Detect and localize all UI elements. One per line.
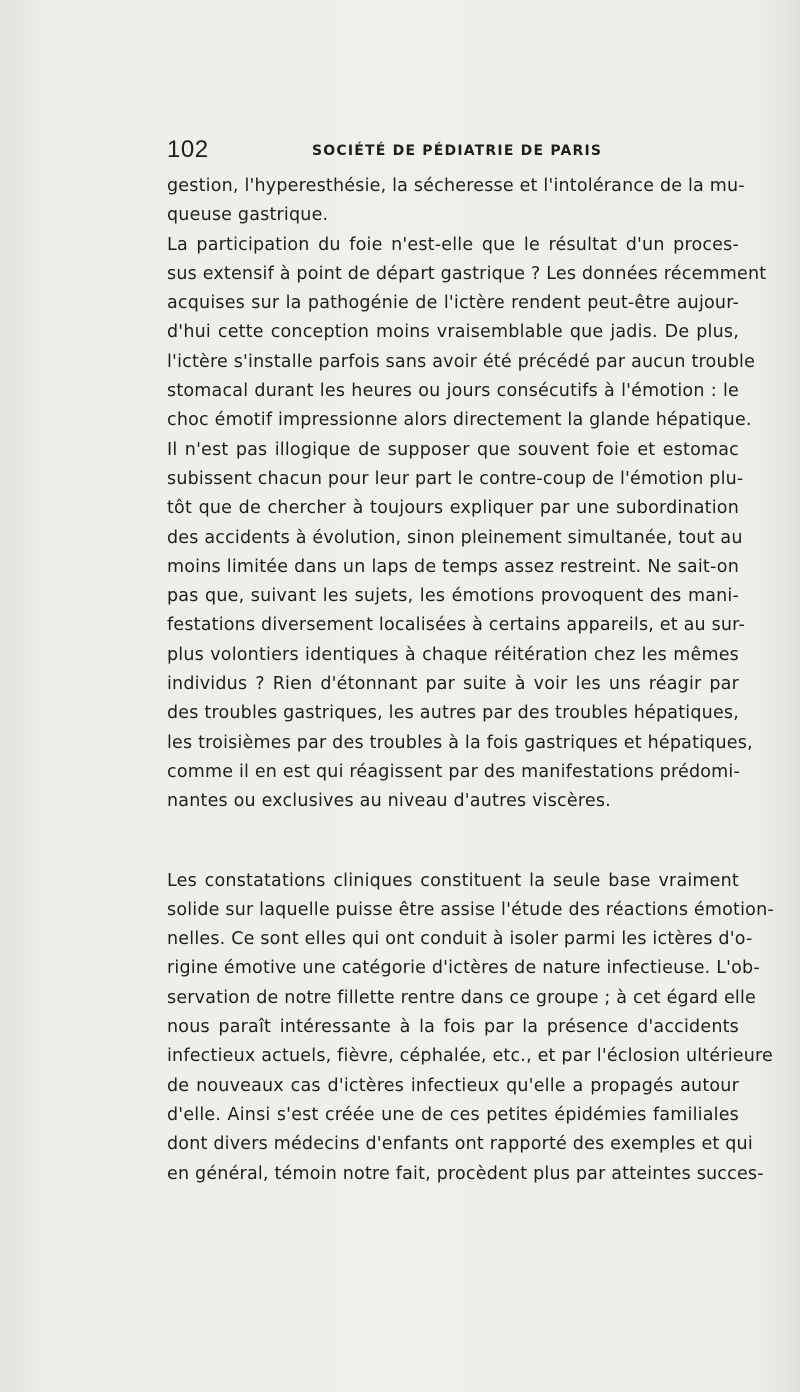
text-line: individus ? Rien d'étonnant par suite à voir les uns réagir par	[167, 674, 739, 695]
text-line: moins limitée dans un laps de temps assez restreint. Ne sait-on	[167, 556, 739, 577]
text-line: pas que, suivant les sujets, les émotions provoquent des mani-	[167, 586, 739, 607]
text-line: tôt que de chercher à toujours expliquer par une subordination	[167, 498, 739, 519]
text-line: solide sur laquelle puisse être assise l'étude des réactions émotion-	[167, 899, 774, 920]
text-line: des troubles gastriques, les autres par des troubles hépatiques,	[167, 703, 739, 724]
text-line: dont divers médecins d'enfants ont rapporté des exemples et qui	[167, 1134, 753, 1155]
text-line: stomacal durant les heures ou jours consécutifs à l'émotion : le	[167, 381, 739, 402]
text-line: d'elle. Ainsi s'est créée une de ces petites épidémies familiales	[167, 1104, 739, 1125]
text-line: d'hui cette conception moins vraisemblable que jadis. De plus,	[167, 322, 739, 343]
text-line: les troisièmes par des troubles à la fois gastriques et hépatiques,	[167, 732, 753, 753]
page-header	[167, 136, 737, 166]
text-line: de nouveaux cas d'ictères infectieux qu'elle a propagés autour	[167, 1075, 739, 1096]
text-line: rigine émotive une catégorie d'ictères de nature infectieuse. L'ob-	[167, 958, 760, 979]
text-line: servation de notre fillette rentre dans ce groupe ; à cet égard elle	[167, 987, 756, 1008]
paragraph-2	[167, 867, 774, 1189]
text-line: comme il en est qui réagissent par des manifestations prédomi-	[167, 761, 741, 782]
text-line: La participation du foie n'est-elle que le résultat d'un proces-	[167, 234, 739, 255]
page-number: 102	[167, 136, 209, 163]
text-line: Les constatations cliniques constituent la seule base vraiment	[167, 870, 739, 891]
text-line: infectieux actuels, fièvre, céphalée, etc., et par l'éclosion ultérieure	[167, 1046, 774, 1067]
text-line: nantes ou exclusives au niveau d'autres viscères.	[167, 791, 611, 812]
text-line: acquises sur la pathogénie de l'ictère rendent peut-être aujour-	[167, 293, 739, 314]
text-line: plus volontiers identiques à chaque réitération chez les mêmes	[167, 644, 739, 665]
text-line: en général, témoin notre fait, procèdent plus par atteintes succes-	[167, 1163, 764, 1184]
text-line: gestion, l'hyperesthésie, la sécheresse et l'intolérance de la mu-	[167, 176, 745, 196]
paragraph-gap	[167, 817, 739, 867]
text-line: Il n'est pas illogique de supposer que souvent foie et estomac	[167, 439, 739, 460]
text-line: subissent chacun pour leur part le contre-coup de l'émotion plu-	[167, 468, 744, 489]
text-line: festations diversement localisées à certains appareils, et au sur-	[167, 615, 745, 636]
paragraph-1	[167, 172, 767, 817]
text-line: nelles. Ce sont elles qui ont conduit à isoler parmi les ictères d'o-	[167, 929, 753, 950]
text-line: nous paraît intéressante à la fois par la présence d'accidents	[167, 1017, 739, 1038]
text-line: des accidents à évolution, sinon pleinement simultanée, tout au	[167, 527, 743, 548]
body-text	[167, 172, 774, 1189]
text-line: queuse gastrique.	[167, 205, 329, 226]
text-line: sus extensif à point de départ gastrique ? Les données récemment	[167, 263, 767, 284]
text-line: choc émotif impressionne alors directement la glande hépatique.	[167, 410, 752, 431]
text-line: l'ictère s'installe parfois sans avoir été précédé par aucun trouble	[167, 351, 756, 372]
running-head: SOCIÉTÉ DE PÉDIATRIE DE PARIS	[312, 143, 603, 159]
